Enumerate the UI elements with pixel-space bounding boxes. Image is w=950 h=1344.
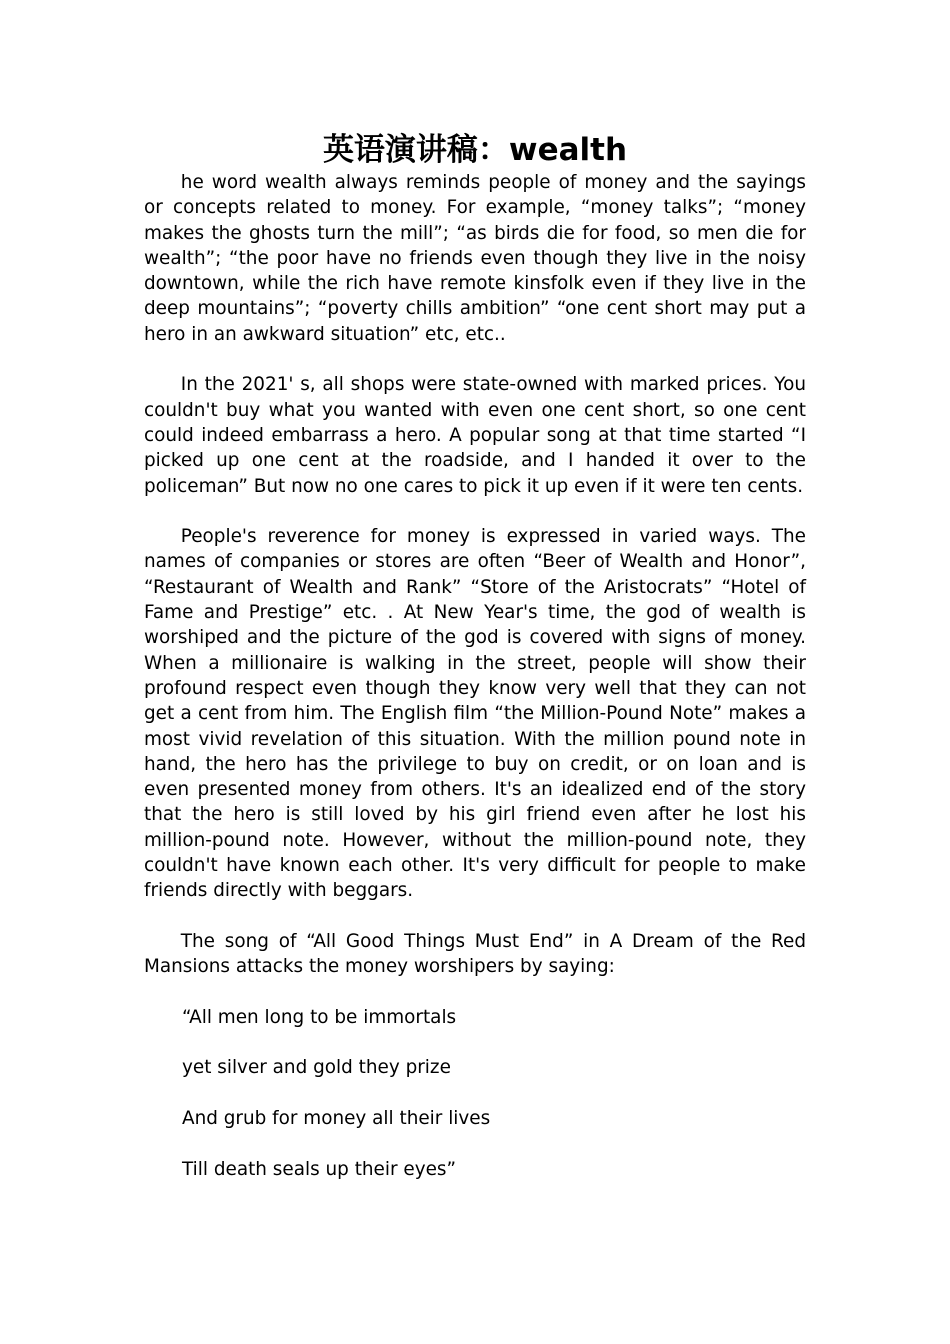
paragraph-gap — [144, 904, 806, 929]
paragraph-gap — [144, 499, 806, 524]
paragraph-gap — [144, 980, 806, 1005]
paragraph-2: In the 2021' s, all shops were state-owned with marked prices. You couldn't buy what you wanted with even one cent short, so one cent could indeed embarrass a hero. A popular song at that time started “I picked up one cent at the roadside, and I handed it over to the policeman” But now no one cares to pick it up even if it were ten cents. — [144, 374, 806, 497]
paragraph-1: he word wealth always reminds people of money and the sayings or concepts related to money. For example, “money talks”; “money makes the ghosts turn the mill”; “as birds die for food, so men die for wealth”; “the poor have no friends even though they live in the noisy downtown, while the rich have remote kinsfolk even if they live in the deep mountains”; “poverty chills ambition” “one cent short may put a hero in an awkward situation” etc, etc.. — [144, 172, 806, 345]
paragraph-gap — [144, 1081, 806, 1106]
verse-line-2: yet silver and gold they prize — [182, 1057, 451, 1079]
paragraph-gap — [144, 1030, 806, 1055]
verse-line-1: “All men long to be immortals — [182, 1006, 457, 1028]
paragraph-3: People's reverence for money is expressed in varied ways. The names of companies or stores are often “Beer of Wealth and Honor”, “Restaurant of Wealth and Rank” “Store of the Aristocrats” “Hotel of Fame and Prestige” etc. . At New Year's time, the god of wealth is worshiped and the picture of the god is covered with signs of money. When a millionaire is walking in the street, people will show their profound respect even though they know very well that they can not get a cent from him. The English film “the Million-Pound Note” makes a most vivid revelation of this situation. With the million pound note in hand, the hero has the privilege to buy on credit, or on loan and is even presented money from others. It's an idealized end of the story that the hero is still loved by his girl friend even after he lost his million-pound note. However, without the million-pound note, they couldn't have known each other. It's very difficult for people to make friends directly with beggars. — [144, 526, 806, 902]
verse-line-3: And grub for money all their lives — [182, 1107, 491, 1129]
paragraph-gap — [144, 1131, 806, 1156]
document-page — [144, 128, 806, 1182]
document-title: 英语演讲稿：wealth — [322, 132, 628, 168]
verse-line-4: Till death seals up their eyes” — [182, 1158, 457, 1180]
paragraph-gap — [144, 347, 806, 372]
paragraph-4: The song of “All Good Things Must End” in A Dream of the Red Mansions attacks the money worshipers by saying: — [144, 930, 806, 978]
